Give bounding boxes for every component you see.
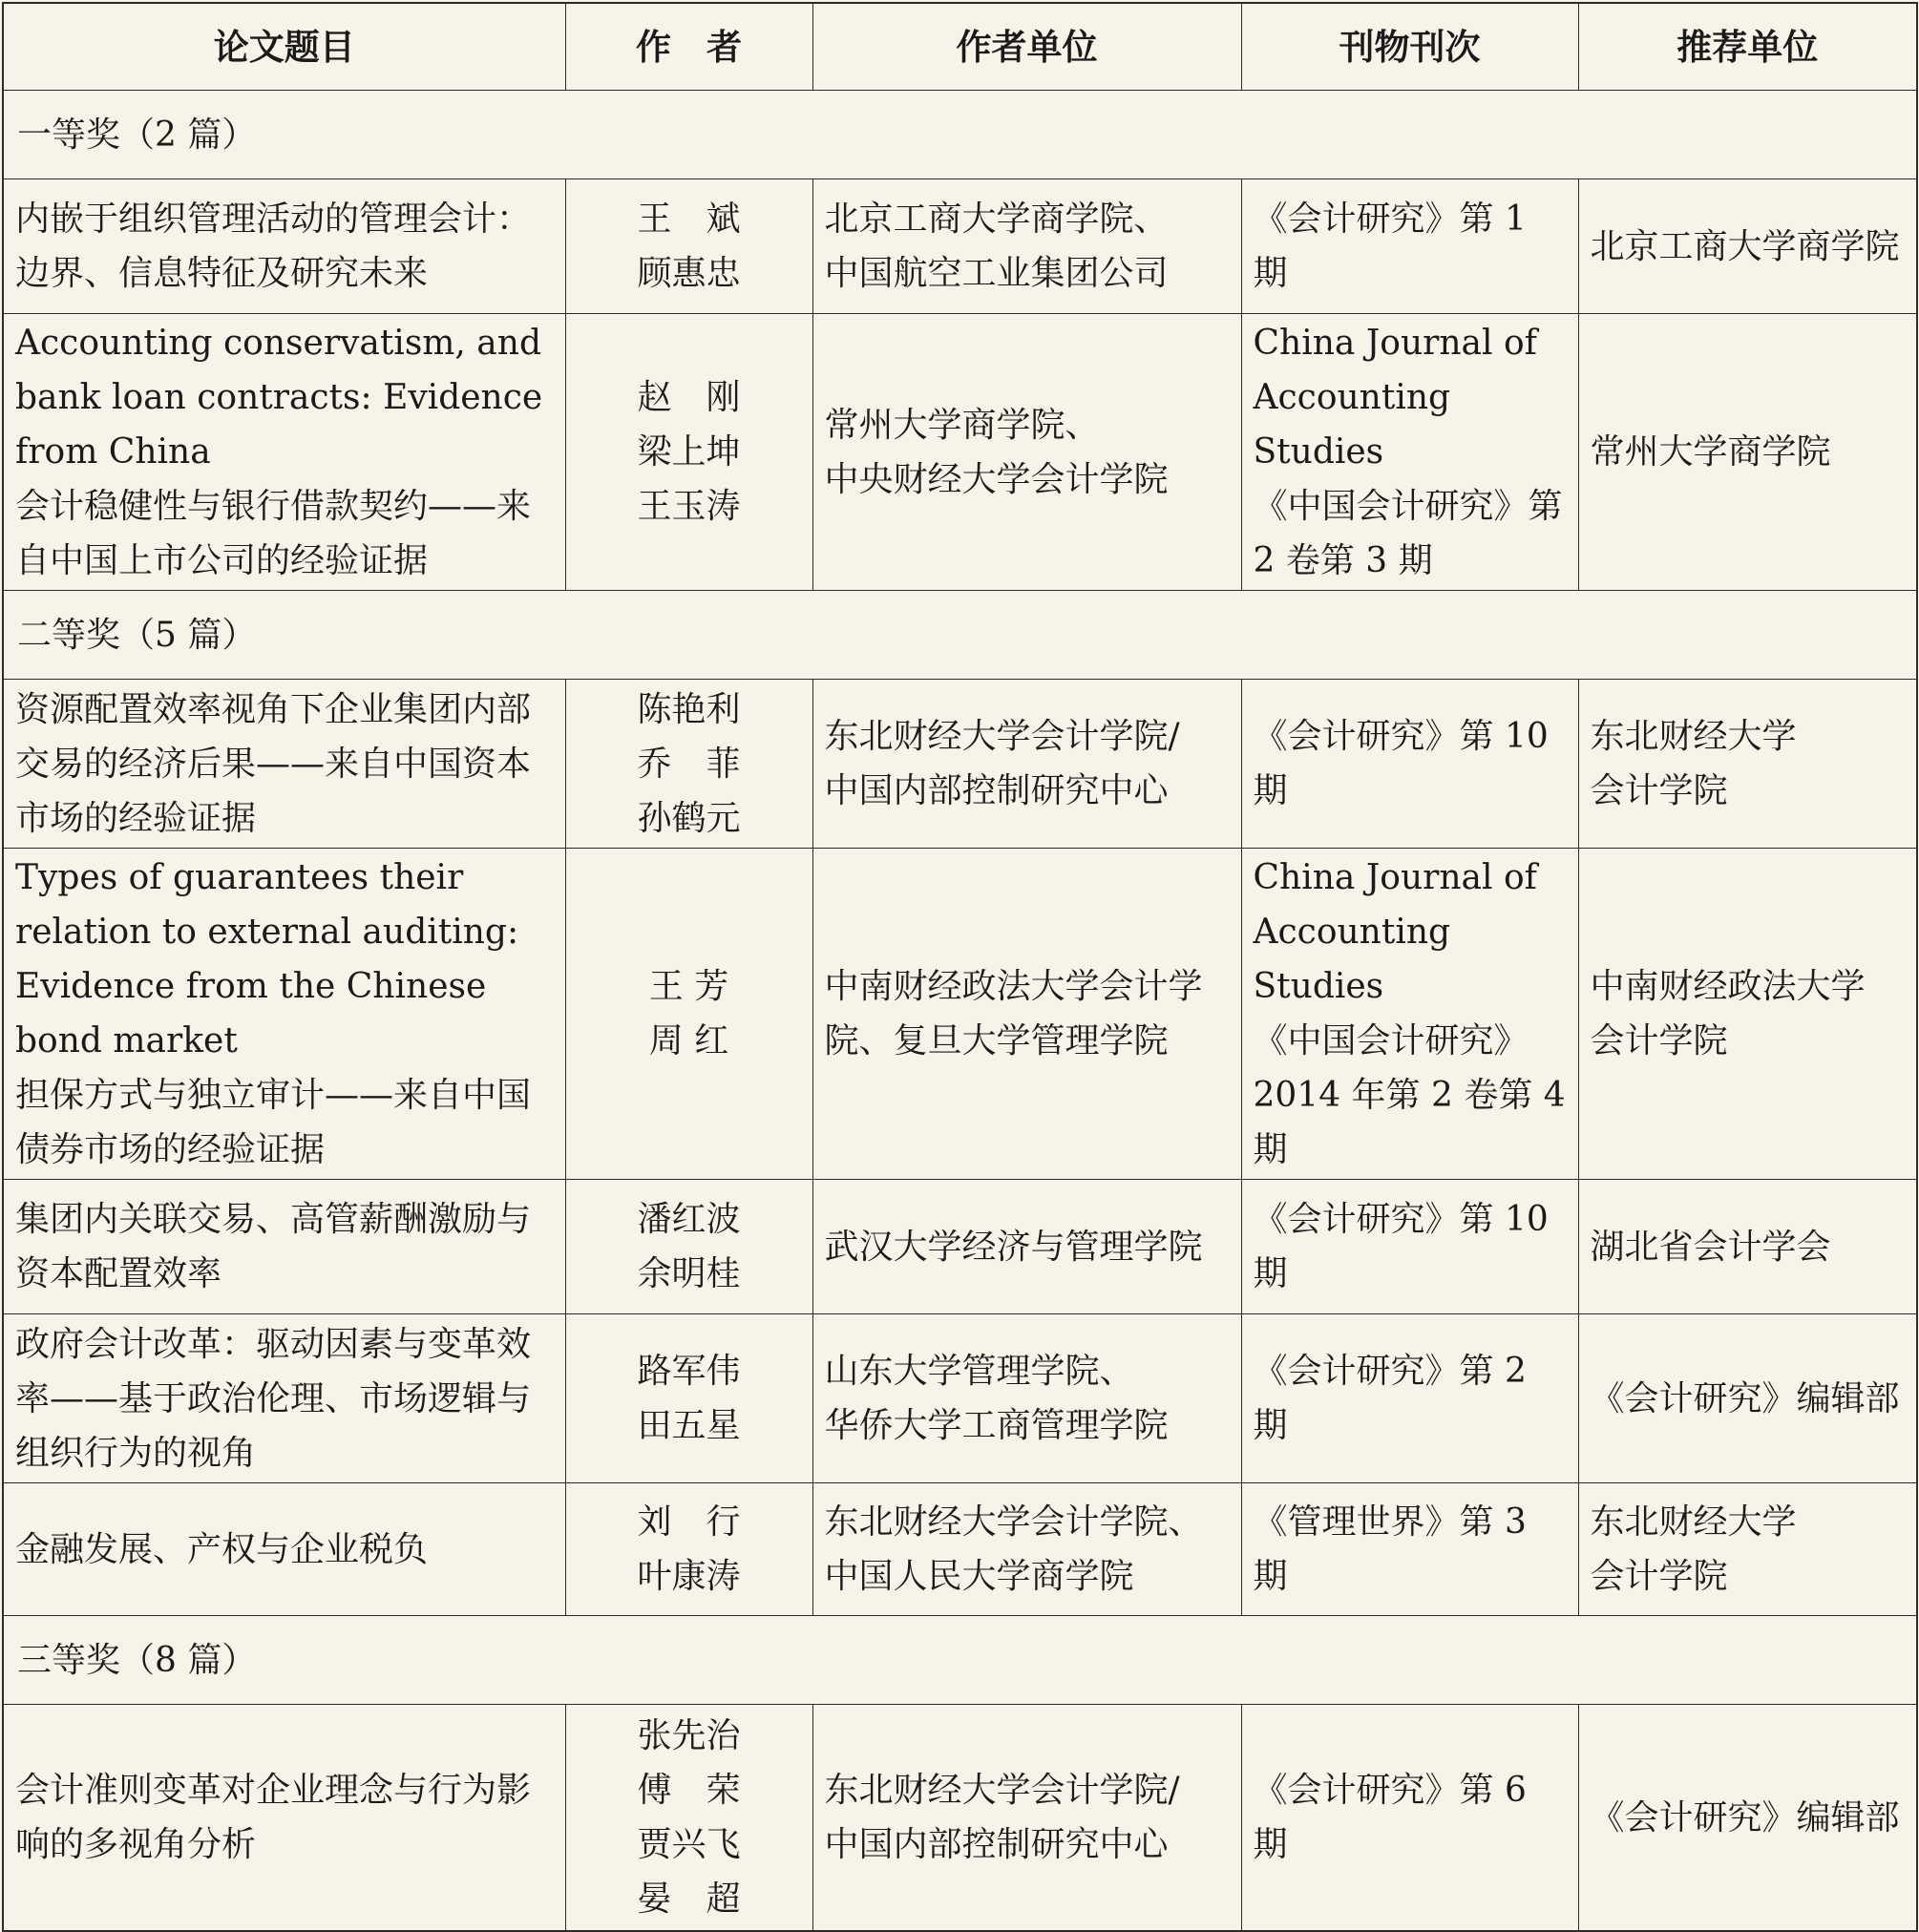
paper-title: Accounting conservatism, and bank loan contracts: Evidence from China 会计稳健性与银行借款契约——来自中国上市公司的经验证据: [3, 314, 565, 591]
header-authors: 作 者: [565, 3, 812, 91]
author-affiliation: 常州大学商学院、 中央财经大学会计学院: [812, 314, 1241, 591]
paper-authors: 陈艳利 乔 菲 孙鹤元: [565, 680, 812, 849]
author-affiliation: 东北财经大学会计学院/ 中国内部控制研究中心: [812, 680, 1241, 849]
journal-issue: 《会计研究》第 10 期: [1241, 680, 1578, 849]
recommending-unit: 常州大学商学院: [1578, 314, 1917, 591]
award-section-row: [3, 591, 1917, 680]
recommending-unit: 湖北省会计学会: [1578, 1180, 1917, 1314]
header-journal: 刊物刊次: [1241, 3, 1578, 91]
recommending-unit: 《会计研究》编辑部: [1578, 1705, 1917, 1932]
paper-authors: 赵 刚 梁上坤 王玉涛: [565, 314, 812, 591]
header-row: [3, 3, 1917, 91]
award-section-row: [3, 1616, 1917, 1705]
recommending-unit: 北京工商大学商学院: [1578, 179, 1917, 314]
journal-issue: 《管理世界》第 3 期: [1241, 1483, 1578, 1616]
author-affiliation: 中南财经政法大学会计学院、复旦大学管理学院: [812, 849, 1241, 1180]
journal-issue: 《会计研究》第 1 期: [1241, 179, 1578, 314]
author-affiliation: 东北财经大学会计学院/ 中国内部控制研究中心: [812, 1705, 1241, 1932]
table-row: [3, 680, 1917, 849]
table-row: [3, 314, 1917, 591]
recommending-unit: 东北财经大学 会计学院: [1578, 680, 1917, 849]
award-label-first: 一等奖（2 篇）: [3, 91, 1917, 179]
paper-title: 政府会计改革：驱动因素与变革效率——基于政治伦理、市场逻辑与组织行为的视角: [3, 1314, 565, 1483]
header-title: 论文题目: [3, 3, 565, 91]
author-affiliation: 武汉大学经济与管理学院: [812, 1180, 1241, 1314]
journal-issue: China Journal of Accounting Studies 《中国会计研究》 2014 年第 2 卷第 4 期: [1241, 849, 1578, 1180]
journal-issue: 《会计研究》第 2 期: [1241, 1314, 1578, 1483]
table-row: [3, 1705, 1917, 1932]
award-label-third: 三等奖（8 篇）: [3, 1616, 1917, 1705]
paper-title: 内嵌于组织管理活动的管理会计： 边界、信息特征及研究未来: [3, 179, 565, 314]
paper-authors: 刘 行 叶康涛: [565, 1483, 812, 1616]
recommending-unit: 《会计研究》编辑部: [1578, 1314, 1917, 1483]
award-section-row: [3, 91, 1917, 179]
journal-issue: 《会计研究》第 10 期: [1241, 1180, 1578, 1314]
journal-issue: China Journal of Accounting Studies 《中国会计研究》第 2 卷第 3 期: [1241, 314, 1578, 591]
table-row: [3, 849, 1917, 1180]
author-affiliation: 东北财经大学会计学院、 中国人民大学商学院: [812, 1483, 1241, 1616]
journal-issue: 《会计研究》第 6 期: [1241, 1705, 1578, 1932]
author-affiliation: 山东大学管理学院、 华侨大学工商管理学院: [812, 1314, 1241, 1483]
awards-table: [2, 2, 1918, 1932]
paper-authors: 王 芳 周 红: [565, 849, 812, 1180]
table-row: [3, 1180, 1917, 1314]
paper-title: 金融发展、产权与企业税负: [3, 1483, 565, 1616]
recommending-unit: 中南财经政法大学 会计学院: [1578, 849, 1917, 1180]
table-row: [3, 1483, 1917, 1616]
author-affiliation: 北京工商大学商学院、 中国航空工业集团公司: [812, 179, 1241, 314]
paper-title: 会计准则变革对企业理念与行为影响的多视角分析: [3, 1705, 565, 1932]
table-row: [3, 179, 1917, 314]
header-affiliation: 作者单位: [812, 3, 1241, 91]
header-recommender: 推荐单位: [1578, 3, 1917, 91]
paper-authors: 潘红波 余明桂: [565, 1180, 812, 1314]
paper-title: 集团内关联交易、高管薪酬激励与资本配置效率: [3, 1180, 565, 1314]
paper-authors: 张先治 傅 荣 贾兴飞 晏 超: [565, 1705, 812, 1932]
paper-authors: 路军伟 田五星: [565, 1314, 812, 1483]
award-label-second: 二等奖（5 篇）: [3, 591, 1917, 680]
paper-authors: 王 斌 顾惠忠: [565, 179, 812, 314]
paper-title: 资源配置效率视角下企业集团内部交易的经济后果——来自中国资本市场的经验证据: [3, 680, 565, 849]
table-row: [3, 1314, 1917, 1483]
recommending-unit: 东北财经大学 会计学院: [1578, 1483, 1917, 1616]
paper-title: Types of guarantees their relation to external auditing: Evidence from the Chinese bond market 担保方式与独立审计——来自中国债券市场的经验证据: [3, 849, 565, 1180]
